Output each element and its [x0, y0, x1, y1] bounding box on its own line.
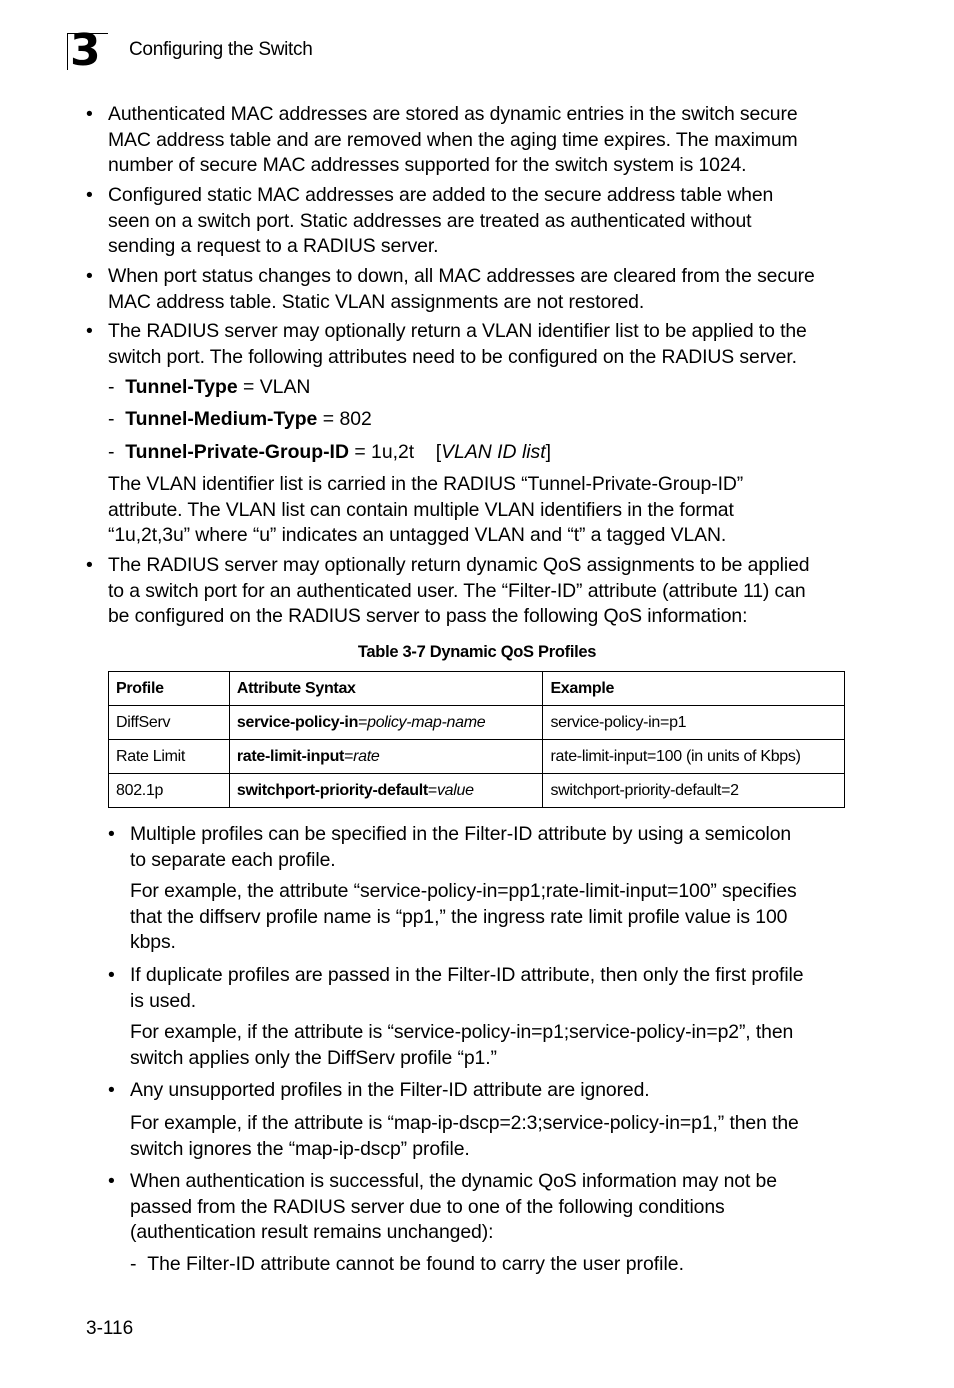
profile-cell: 802.1p [109, 774, 230, 808]
condition-filter-id-missing [130, 1252, 684, 1278]
chapter-number-box [67, 25, 108, 76]
bullet-marker: • [108, 823, 115, 845]
bullet-multiple-profiles [130, 822, 791, 873]
text-line: The VLAN identifier list is carried in the RADIUS “Tunnel-Private-Group-ID” [108, 473, 744, 495]
vlan-note [108, 472, 743, 549]
text-line: When authentication is successful, the dynamic QoS information may not be [130, 1170, 777, 1192]
column-header: Attribute Syntax [229, 672, 543, 706]
qos-profile-table [108, 671, 845, 808]
table-row [109, 740, 845, 774]
bullet-marker: • [86, 265, 93, 287]
bullet-auth-successful [130, 1169, 777, 1246]
attr-value: = 802 [317, 408, 372, 430]
attr-name: Tunnel-Type [125, 376, 238, 398]
bullet-marker: • [108, 1079, 115, 1101]
text-line: to a switch port for an authenticated user. The “Filter-ID” attribute (attribute 11) can [108, 579, 806, 602]
bullet-marker: • [86, 320, 93, 342]
example-cell: rate-limit-input=100 (in units of Kbps) [543, 740, 845, 774]
bullet-marker: • [108, 964, 115, 986]
bullet-vlan-list [108, 319, 807, 370]
text-line: passed from the RADIUS server due to one of the following conditions [130, 1195, 725, 1218]
syntax-command: switchport-priority-default [236, 781, 428, 799]
radius-attr-tunnel-medium-type [108, 407, 372, 433]
text-line: For example, if the attribute is “service-policy-in=p1;service-policy-in=p2”, then [130, 1021, 794, 1043]
table-row [109, 706, 845, 740]
text-line: switch applies only the DiffServ profile “p1.” [130, 1046, 497, 1069]
dash-marker: - [108, 376, 126, 398]
text-line: Configured static MAC addresses are added to the secure address table when [108, 184, 774, 206]
attr-bracket: ] [545, 441, 552, 463]
page-number: 3-116 [86, 1318, 134, 1339]
attr-name: Tunnel-Medium-Type [125, 408, 318, 430]
dash-marker: - [108, 441, 126, 463]
example-cell: switchport-priority-default=2 [543, 774, 845, 808]
bullet-authenticated-mac [108, 102, 798, 179]
text-line: (authentication result remains unchanged): [130, 1221, 494, 1244]
text-line: The RADIUS server may optionally return dynamic QoS assignments to be applied [108, 554, 810, 576]
example-multiple-profiles [130, 879, 797, 956]
radius-attr-private-group-id [108, 440, 551, 466]
dash-marker: - [130, 1253, 148, 1275]
text-line: “1u,2t,3u” where “u” indicates an untagged VLAN and “t” a tagged VLAN. [108, 524, 727, 547]
syntax-parameter: value [436, 781, 474, 799]
syntax-cell: rate-limit-input=rate [229, 740, 543, 774]
syntax-parameter: policy-map-name [367, 713, 486, 731]
bullet-port-down [108, 264, 815, 315]
syntax-cell: service-policy-in=policy-map-name [229, 706, 543, 740]
syntax-parameter: rate [353, 747, 380, 765]
bullet-marker: • [86, 554, 93, 576]
text-line: that the diffserv profile name is “pp1,” the ingress rate limit profile value is 100 [130, 905, 788, 928]
table-row [109, 774, 845, 808]
text-line: be configured on the RADIUS server to pass the following QoS information: [108, 605, 748, 628]
text-line: attribute. The VLAN list can contain multiple VLAN identifiers in the format [108, 498, 734, 521]
profile-cell: Rate Limit [109, 740, 230, 774]
text-line: Authenticated MAC addresses are stored as dynamic entries in the switch secure [108, 103, 798, 125]
text-line: MAC address table and are removed when the aging time expires. The maximum [108, 128, 798, 151]
radius-attr-tunnel-type [108, 375, 310, 401]
syntax-cell: switchport-priority-default=value [229, 774, 543, 808]
text-line: For example, if the attribute is “map-ip-dscp=2:3;service-policy-in=p1,” then the [130, 1112, 799, 1134]
bullet-static-mac [108, 183, 773, 260]
attr-value: = 1u,2t [ [348, 441, 442, 463]
column-header: Profile [109, 672, 230, 706]
bullet-marker: • [108, 1170, 115, 1192]
text-line: MAC address table. Static VLAN assignments are not restored. [108, 290, 645, 313]
attr-name: Tunnel-Private-Group-ID [125, 441, 349, 463]
text-line: If duplicate profiles are passed in the Filter-ID attribute, then only the first profile [130, 964, 804, 986]
text-line: Multiple profiles can be specified in the Filter-ID attribute by using a semicolon [130, 823, 792, 845]
table-header-row [109, 672, 845, 706]
example-duplicate-profiles [130, 1020, 793, 1071]
text-line: The Filter-ID attribute cannot be found to carry the user profile. [147, 1253, 684, 1275]
table-caption: Table 3-7 Dynamic QoS Profiles [357, 643, 597, 661]
syntax-command: rate-limit-input [236, 747, 345, 765]
text-line: sending a request to a RADIUS server. [108, 235, 439, 258]
chapter-number: 3 [70, 25, 100, 76]
text-line: switch ignores the “map-ip-dscp” profile. [130, 1137, 470, 1160]
syntax-command: service-policy-in [236, 713, 359, 731]
text-line: seen on a switch port. Static addresses are treated as authenticated without [108, 209, 752, 232]
text-line: kbps. [130, 931, 176, 954]
bullet-qos-intro [108, 553, 809, 630]
bullet-unsupported-profiles [130, 1078, 650, 1104]
bullet-marker: • [86, 184, 93, 206]
bullet-duplicate-profiles [130, 963, 803, 1014]
text-line: switch port. The following attributes need to be configured on the RADIUS server. [108, 345, 797, 368]
text-line: When port status changes to down, all MAC addresses are cleared from the secure [108, 265, 815, 287]
attr-placeholder: VLAN ID list [441, 441, 546, 463]
bullet-marker: • [86, 103, 93, 125]
attr-value: = VLAN [237, 376, 311, 398]
profile-cell: DiffServ [109, 706, 230, 740]
text-line: Any unsupported profiles in the Filter-ID attribute are ignored. [130, 1079, 650, 1101]
text-line: For example, the attribute “service-policy-in=pp1;rate-limit-input=100” specifies [130, 880, 797, 902]
example-unsupported-profiles [130, 1111, 799, 1162]
text-line: to separate each profile. [130, 848, 336, 871]
example-cell: service-policy-in=p1 [543, 706, 845, 740]
text-line: number of secure MAC addresses supported for the switch system is 1024. [108, 154, 747, 177]
dash-marker: - [108, 408, 126, 430]
text-line: is used. [130, 989, 197, 1012]
column-header: Example [543, 672, 845, 706]
text-line: The RADIUS server may optionally return a VLAN identifier list to be applied to the [108, 320, 807, 342]
chapter-title: Configuring the Switch [129, 39, 313, 60]
